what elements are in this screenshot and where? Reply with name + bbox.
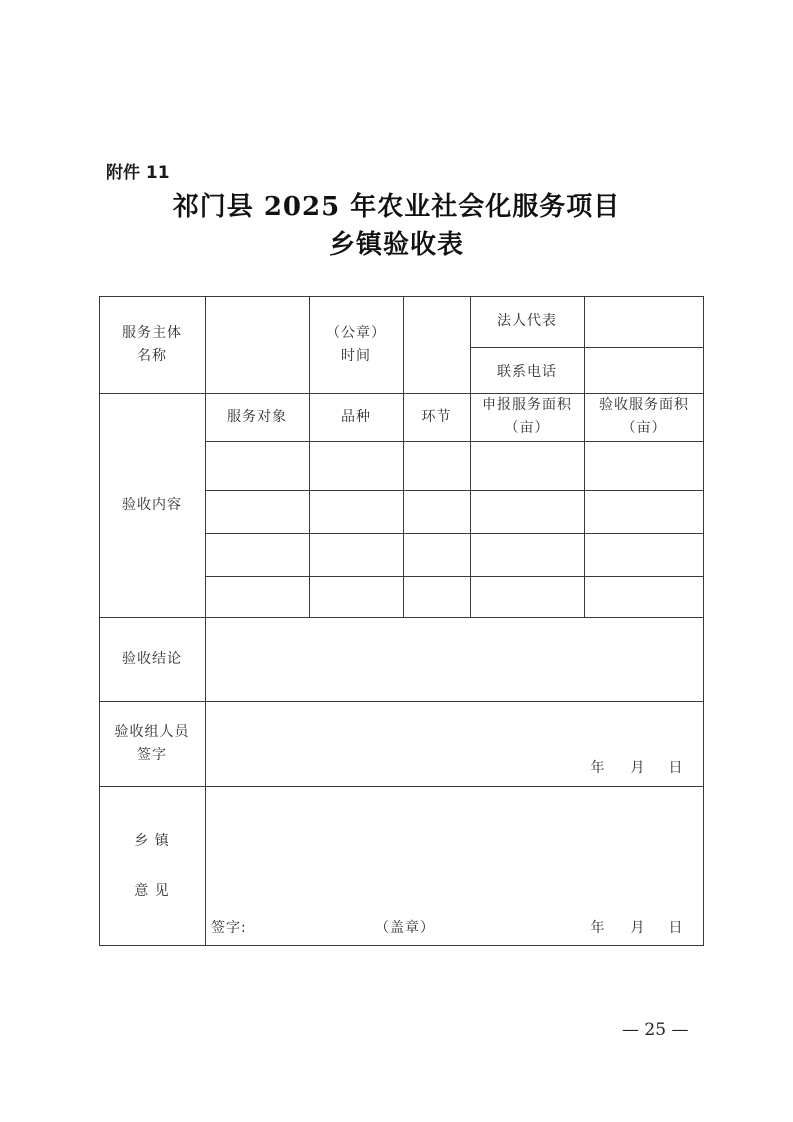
team-date-day: 日 bbox=[668, 759, 684, 776]
page-title: 祁门县 2025 年农业社会化服务项目 bbox=[172, 192, 621, 222]
township-date-year: 年 bbox=[590, 919, 606, 936]
service-subject-name-value[interactable] bbox=[205, 296, 309, 393]
sign-label: 签字: bbox=[211, 919, 247, 936]
stamp-label: （盖章） bbox=[375, 919, 435, 936]
page-number: — 25 — bbox=[622, 1020, 689, 1040]
team-date-month: 月 bbox=[630, 759, 646, 776]
seal-time-label: （公章） 时间 bbox=[326, 324, 386, 364]
acceptance-table bbox=[99, 296, 704, 946]
phone-value[interactable] bbox=[584, 347, 704, 393]
page-subtitle: 乡镇验收表 bbox=[328, 230, 464, 260]
service-subject-name-label: 服务主体 名称 bbox=[122, 324, 182, 364]
column-stage: 环节 bbox=[421, 408, 452, 425]
column-service-object: 服务对象 bbox=[227, 408, 287, 425]
time-value[interactable] bbox=[403, 296, 470, 393]
township-date-month: 月 bbox=[630, 919, 646, 936]
conclusion-label: 验收结论 bbox=[122, 650, 182, 667]
team-date-year: 年 bbox=[590, 759, 606, 776]
column-declared-area: 申报服务面积 （亩） bbox=[482, 397, 572, 436]
attachment-label: 附件 11 bbox=[106, 163, 170, 183]
column-accepted-area: 验收服务面积 （亩） bbox=[599, 397, 689, 436]
legal-representative-label: 法人代表 bbox=[497, 313, 557, 329]
township-label-line2: 意 见 bbox=[134, 882, 170, 899]
conclusion-value[interactable] bbox=[205, 617, 704, 701]
legal-representative-value[interactable] bbox=[584, 296, 704, 347]
township-date-day: 日 bbox=[668, 919, 684, 936]
column-variety: 品种 bbox=[341, 408, 371, 425]
phone-label: 联系电话 bbox=[497, 363, 557, 380]
acceptance-content-label: 验收内容 bbox=[122, 496, 182, 513]
team-signature-label: 验收组人员 签字 bbox=[114, 723, 190, 763]
township-label-line1: 乡 镇 bbox=[134, 832, 170, 849]
